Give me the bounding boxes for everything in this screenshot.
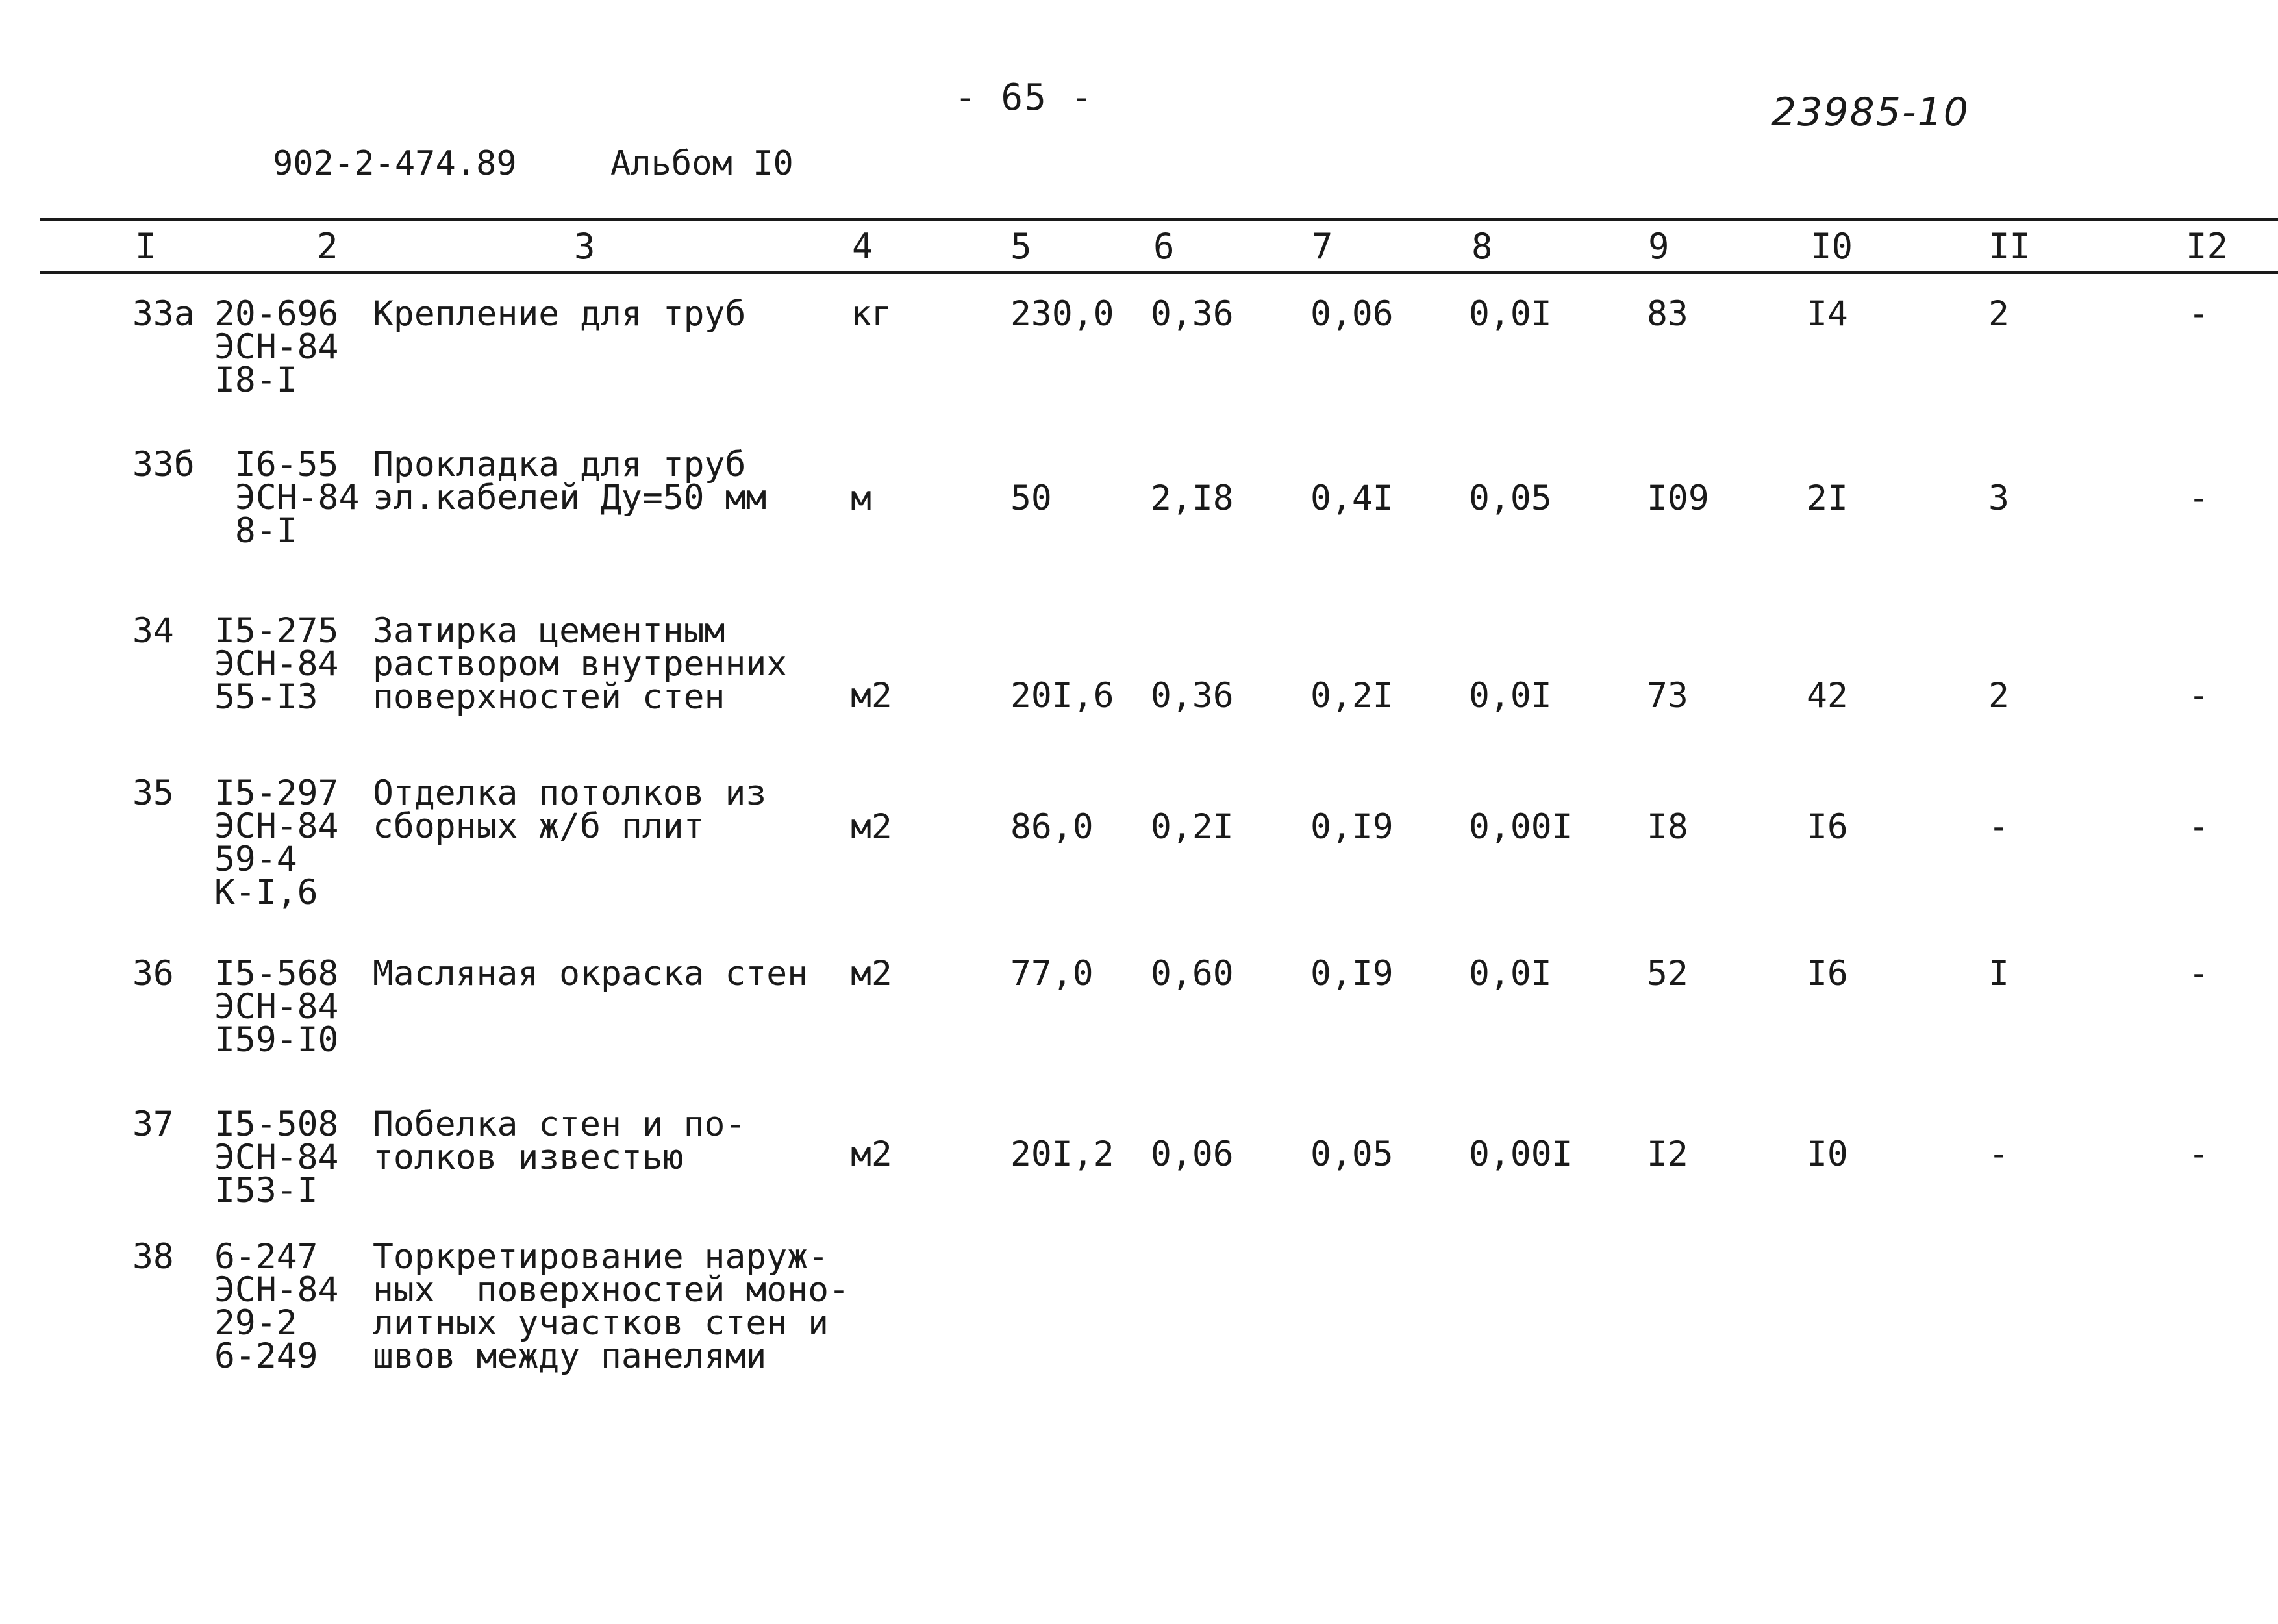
table-row — [0, 294, 2278, 400]
row-col11: - — [1988, 807, 2009, 847]
table-row — [0, 954, 2278, 1060]
album-label: Альбом I0 — [610, 144, 794, 183]
row-norm-code: 6-247 ЭСН-84 29-2 6-249 — [214, 1237, 339, 1376]
row-col9: I2 — [1647, 1134, 1688, 1174]
row-col11: 2 — [1988, 676, 2009, 716]
row-col6: 0,60 — [1151, 954, 1234, 993]
row-col10: 42 — [1807, 676, 1848, 716]
row-number: 36 — [132, 954, 174, 993]
row-col6: 0,36 — [1151, 676, 1234, 716]
row-col11: 3 — [1988, 479, 2009, 518]
row-norm-code: I5-508 ЭСН-84 I53-I — [214, 1105, 339, 1210]
row-col8: 0,00I — [1469, 1134, 1573, 1174]
column-header-11: II — [1988, 226, 2031, 267]
row-norm-code: I5-297 ЭСН-84 59-4 К-I,6 — [214, 773, 339, 912]
table-row — [0, 445, 2278, 551]
row-norm-code: I6-55 ЭСН-84 8-I — [234, 445, 360, 551]
row-col8: 0,00I — [1469, 807, 1573, 847]
column-header-9: 9 — [1648, 226, 1670, 267]
row-col10: I0 — [1807, 1134, 1848, 1174]
row-col5: 50 — [1010, 479, 1052, 518]
table-row — [0, 1237, 2278, 1376]
row-number: 35 — [132, 773, 174, 813]
row-work-name: Прокладка для труб эл.кабелей Ду=50 мм — [373, 445, 767, 518]
row-col6: 0,2I — [1151, 807, 1234, 847]
row-work-name: Крепление для труб — [373, 294, 746, 334]
row-number: 33а — [132, 294, 195, 334]
table-header-rule — [40, 271, 2278, 274]
row-col11: I — [1988, 954, 2009, 993]
row-col5: 77,0 — [1010, 954, 1094, 993]
row-col12: - — [2188, 807, 2209, 847]
row-work-name: Затирка цементным раствором внутренних поверхностей стен — [373, 611, 788, 717]
column-header-8: 8 — [1471, 226, 1493, 267]
row-col10: I6 — [1807, 954, 1848, 993]
table-row — [0, 611, 2278, 717]
row-number: 34 — [132, 611, 174, 651]
row-col8: 0,05 — [1469, 479, 1552, 518]
row-unit: кг — [851, 294, 892, 334]
column-header-5: 5 — [1010, 226, 1032, 267]
column-header-7: 7 — [1312, 226, 1333, 267]
row-unit: м2 — [851, 954, 892, 993]
column-header-10: I0 — [1810, 226, 1853, 267]
row-col7: 0,4I — [1310, 479, 1394, 518]
row-col5: 230,0 — [1010, 294, 1114, 334]
row-col5: 20I,2 — [1010, 1134, 1114, 1174]
row-work-name: Торкретирование наруж- ных поверхностей моно- литных участков стен и швов между панелями — [373, 1237, 849, 1376]
column-header-2: 2 — [317, 226, 338, 267]
row-col5: 20I,6 — [1010, 676, 1114, 716]
row-col11: - — [1988, 1134, 2009, 1174]
row-col12: - — [2188, 1134, 2209, 1174]
page-number: - 65 - — [955, 77, 1094, 119]
document-code: 23985-10 — [1771, 90, 1970, 135]
row-number: 33б — [132, 445, 195, 484]
row-col9: 52 — [1647, 954, 1688, 993]
row-unit: м2 — [851, 807, 892, 847]
row-work-name: Масляная окраска стен — [373, 954, 808, 993]
column-header-6: 6 — [1153, 226, 1175, 267]
row-norm-code: I5-568 ЭСН-84 I59-I0 — [214, 954, 339, 1060]
row-work-name: Побелка стен и по- толков известью — [373, 1105, 746, 1177]
row-col10: 2I — [1807, 479, 1848, 518]
row-col8: 0,0I — [1469, 676, 1552, 716]
row-unit: м2 — [851, 1134, 892, 1174]
row-number: 37 — [132, 1105, 174, 1144]
row-col12: - — [2188, 676, 2209, 716]
row-col7: 0,2I — [1310, 676, 1394, 716]
column-header-3: 3 — [574, 226, 595, 267]
row-unit: м — [851, 479, 871, 518]
row-col7: 0,06 — [1310, 294, 1394, 334]
row-col6: 2,I8 — [1151, 479, 1234, 518]
row-col8: 0,0I — [1469, 954, 1552, 993]
column-header-1: I — [135, 226, 156, 267]
row-col10: I6 — [1807, 807, 1848, 847]
row-col9: 83 — [1647, 294, 1688, 334]
row-col7: 0,I9 — [1310, 807, 1394, 847]
row-col5: 86,0 — [1010, 807, 1094, 847]
row-col6: 0,36 — [1151, 294, 1234, 334]
row-col12: - — [2188, 294, 2209, 334]
row-norm-code: 20-696 ЭСН-84 I8-I — [214, 294, 339, 400]
row-col9: 73 — [1647, 676, 1688, 716]
table-top-rule — [40, 218, 2278, 221]
row-col11: 2 — [1988, 294, 2009, 334]
row-col12: - — [2188, 954, 2209, 993]
row-norm-code: I5-275 ЭСН-84 55-I3 — [214, 611, 339, 717]
row-col9: I8 — [1647, 807, 1688, 847]
column-header-12: I2 — [2186, 226, 2229, 267]
row-col6: 0,06 — [1151, 1134, 1234, 1174]
row-col10: I4 — [1807, 294, 1848, 334]
row-work-name: Отделка потолков из сборных ж/б плит — [373, 773, 767, 846]
row-col12: - — [2188, 479, 2209, 518]
row-number: 38 — [132, 1237, 174, 1277]
row-unit: м2 — [851, 676, 892, 716]
project-code: 902-2-474.89 — [273, 144, 517, 183]
row-col9: I09 — [1647, 479, 1709, 518]
row-col7: 0,I9 — [1310, 954, 1394, 993]
row-col8: 0,0I — [1469, 294, 1552, 334]
column-header-4: 4 — [852, 226, 873, 267]
row-col7: 0,05 — [1310, 1134, 1394, 1174]
